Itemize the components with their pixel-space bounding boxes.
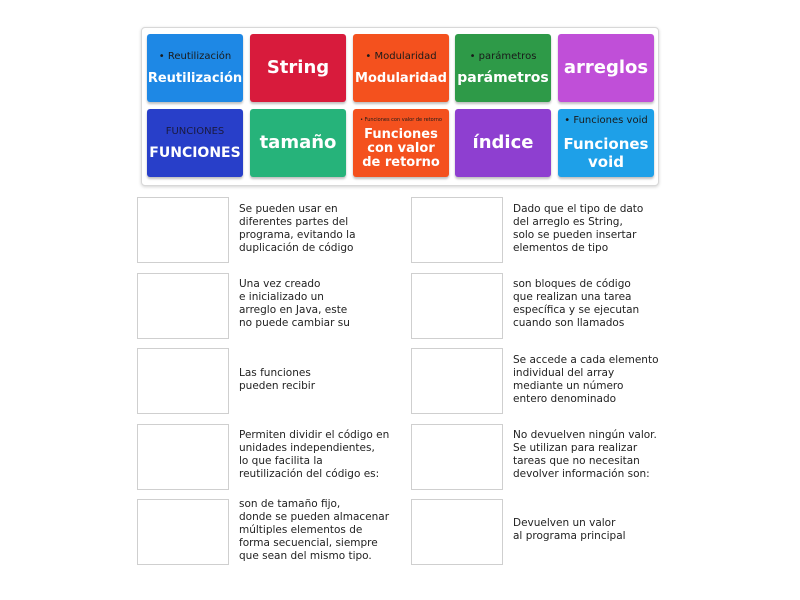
drop-zone-2[interactable] <box>411 197 503 263</box>
drop-zone-4[interactable] <box>411 273 503 339</box>
tile-main-label: Modularidad <box>355 70 447 86</box>
tile-small-label: • Modularidad <box>365 50 437 62</box>
drop-zone-3[interactable] <box>137 273 229 339</box>
description-7: Permiten dividir el código en unidades independientes, lo que facilita la reutilización del código es: <box>239 429 390 480</box>
description-2: Dado que el tipo de dato del arreglo es String, solo se pueden insertar elementos de tipo <box>513 203 644 254</box>
description-6: Se accede a cada elemento individual del array mediante un número entero denominado <box>513 354 659 405</box>
tile-modularidad[interactable] <box>353 34 449 102</box>
tile-main-label: Funciones void <box>563 135 649 171</box>
drop-zone-8[interactable] <box>411 424 503 490</box>
description-5: Las funciones pueden recibir <box>239 367 316 392</box>
description-3: Una vez creado e inicializado un arreglo en Java, este no puede cambiar su <box>239 278 350 329</box>
tile-indice[interactable] <box>455 109 551 177</box>
tile-small-label: • Reutilización <box>158 50 232 62</box>
tile-arreglos[interactable] <box>558 34 654 102</box>
description-4: son bloques de código que realizan una tarea específica y se ejecutan cuando son llamados <box>513 278 640 329</box>
description-1: Se pueden usar en diferentes partes del programa, evitando la duplicación de código <box>239 203 356 254</box>
tile-funciones-con-valor-de-retorno[interactable] <box>353 109 449 177</box>
tile-tamano[interactable] <box>250 109 346 177</box>
tile-main-label: tamaño <box>259 132 337 153</box>
tile-string[interactable] <box>250 34 346 102</box>
tile-main-label: índice <box>472 132 534 153</box>
drop-zone-9[interactable] <box>137 499 229 565</box>
tile-main-label: arreglos <box>563 57 649 78</box>
tile-reutilizacion[interactable] <box>147 34 243 102</box>
tile-small-label: • parámetros <box>469 50 537 62</box>
tile-funciones-void[interactable] <box>558 109 654 177</box>
description-10: Devuelven un valor al programa principal <box>513 517 626 542</box>
tile-main-label: Funciones con valor de retorno <box>362 126 440 170</box>
drop-zone-1[interactable] <box>137 197 229 263</box>
tile-small-label: • Funciones con valor de retorno <box>360 116 442 123</box>
tile-main-label: String <box>266 57 330 78</box>
tile-funciones[interactable] <box>147 109 243 177</box>
tile-main-label: Reutilización <box>147 70 243 86</box>
tile-parametros[interactable] <box>455 34 551 102</box>
drop-zone-7[interactable] <box>137 424 229 490</box>
tile-main-label: parámetros <box>457 69 549 86</box>
tile-main-label: FUNCIONES <box>149 144 241 161</box>
tile-small-label: • Funciones void <box>564 115 648 126</box>
description-8: No devuelven ningún valor. Se utilizan para realizar tareas que no necesitan devolver información son: <box>513 429 657 480</box>
tile-small-label: FUNCIONES <box>165 125 225 137</box>
description-9: son de tamaño fijo, donde se pueden almacenar múltiples elementos de forma secuencial, siempre que sean del mismo tipo. <box>239 498 390 562</box>
drop-zone-5[interactable] <box>137 348 229 414</box>
drop-zone-10[interactable] <box>411 499 503 565</box>
drop-zone-6[interactable] <box>411 348 503 414</box>
